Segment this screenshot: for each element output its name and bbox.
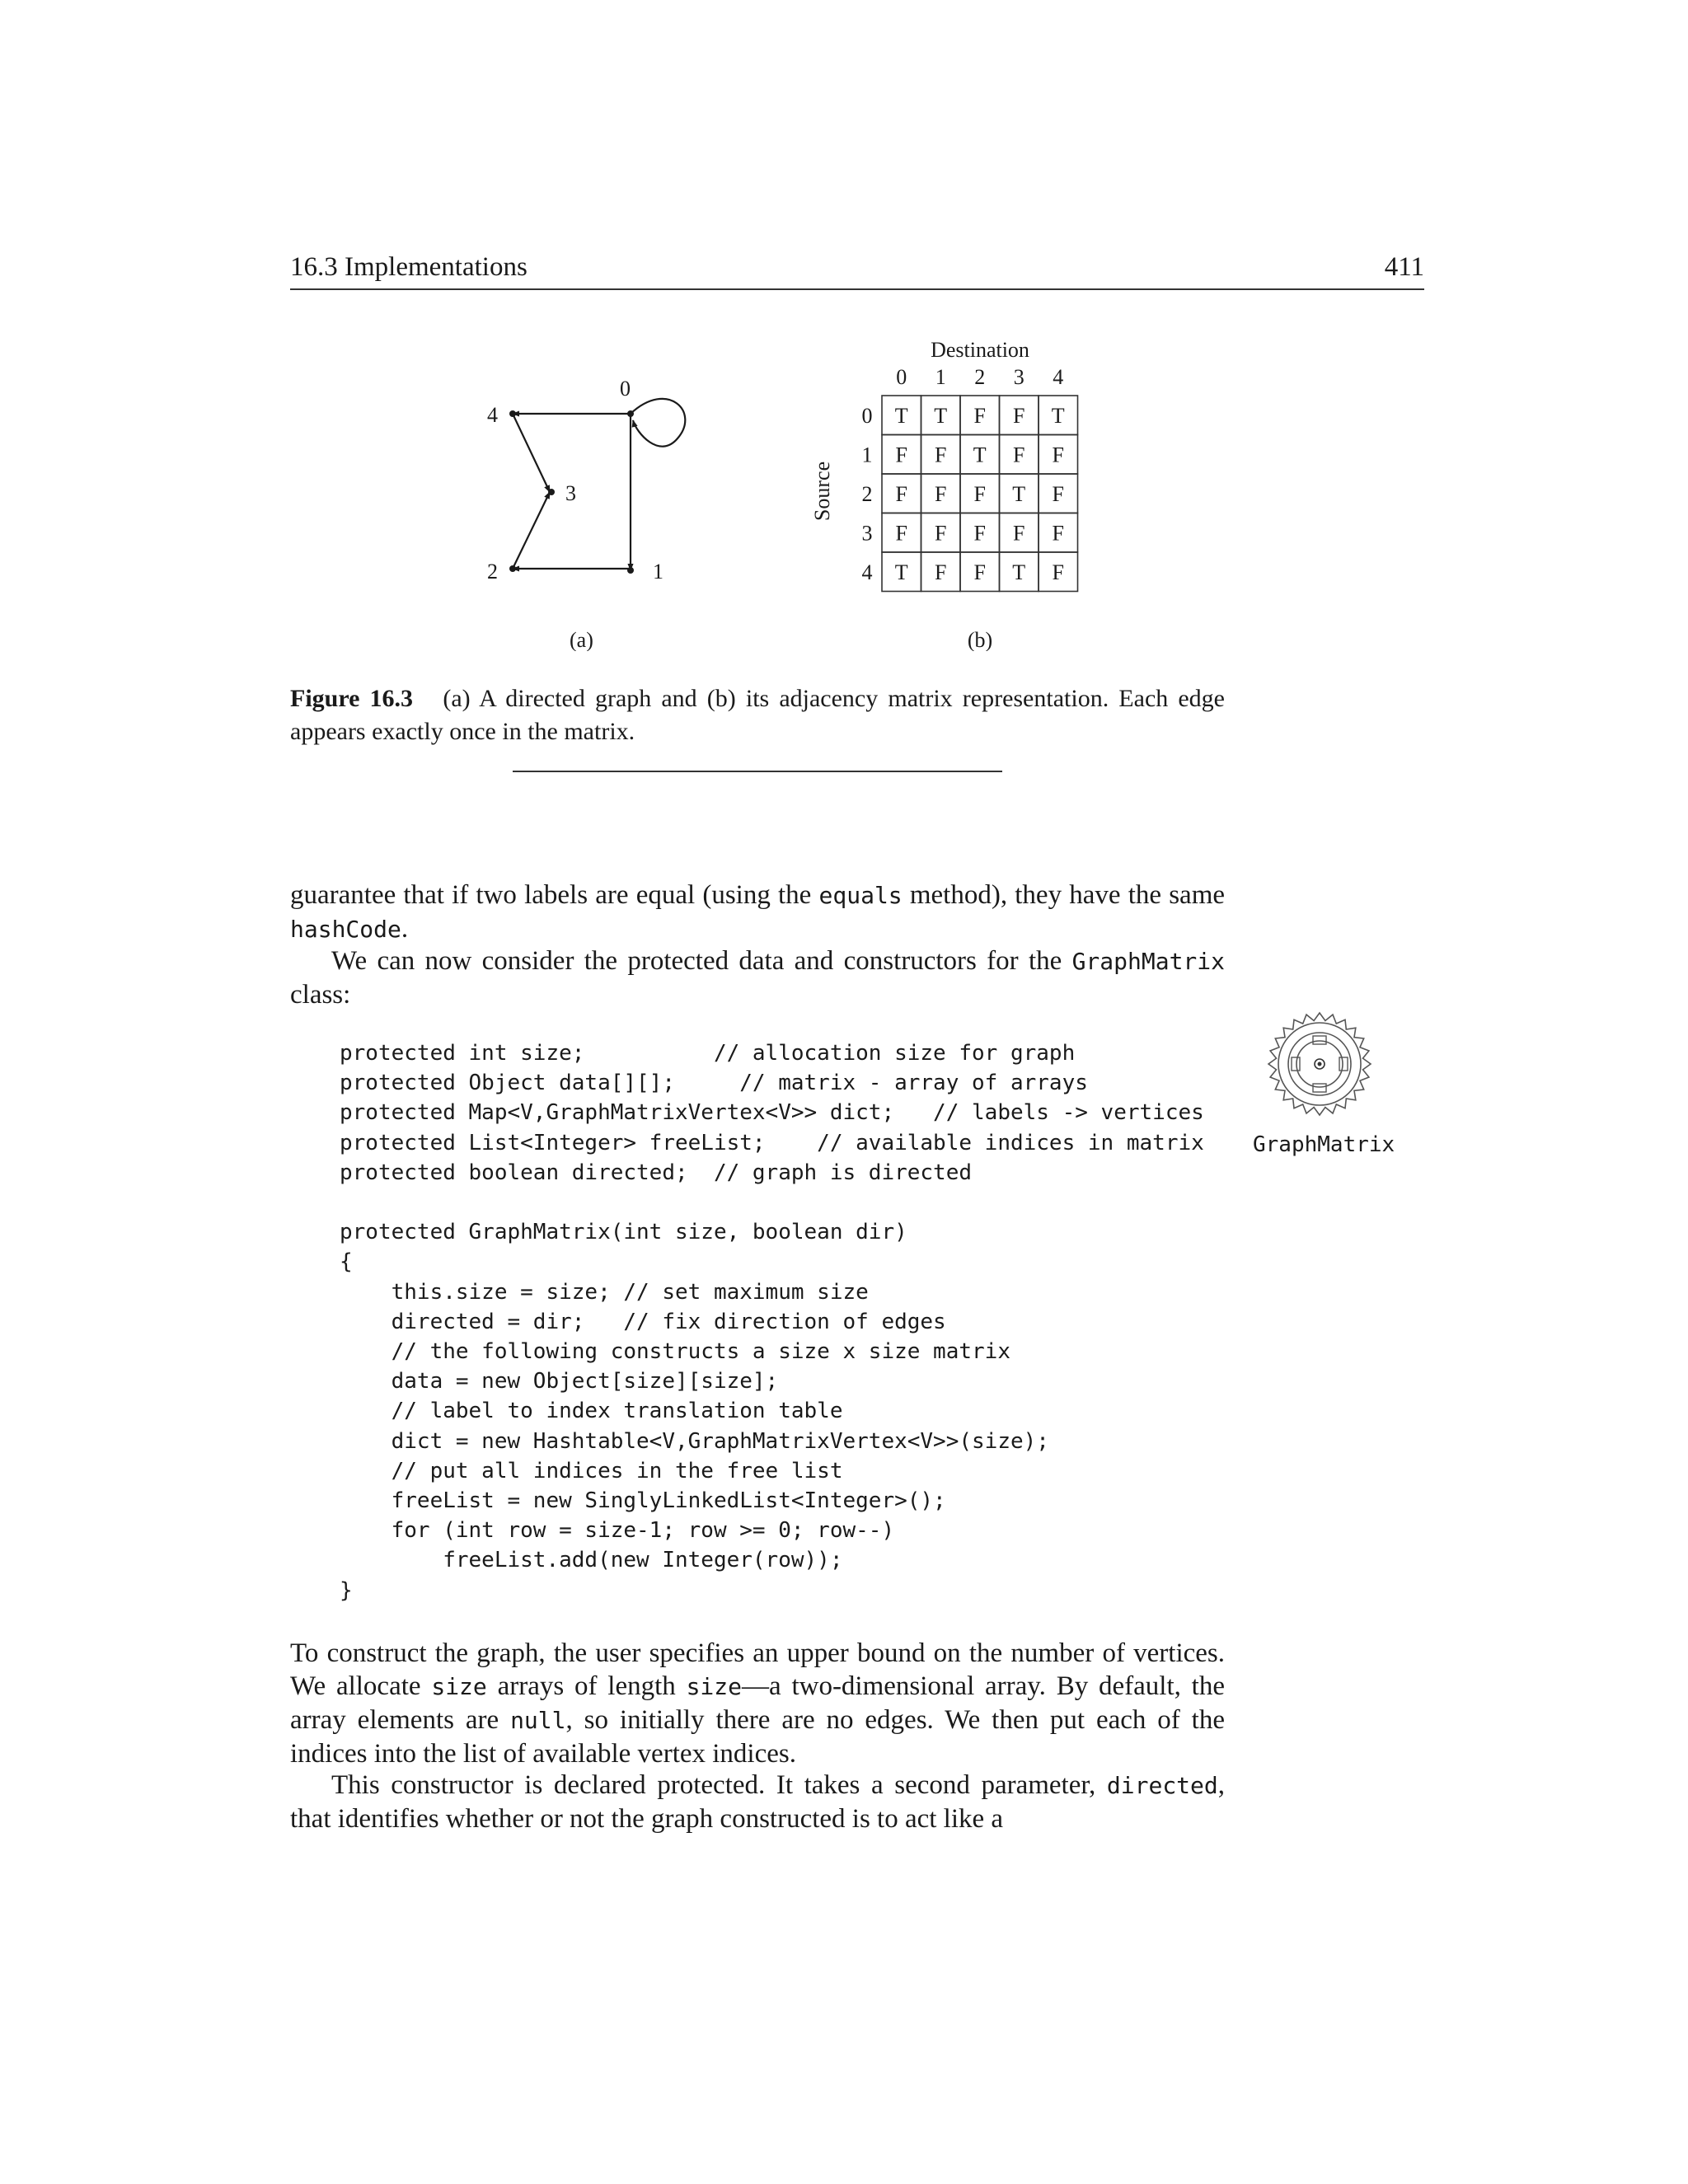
matrix-cell-1-4: F — [1052, 443, 1064, 467]
matrix-cell-2-1: F — [935, 481, 947, 506]
p4-text-1: This constructor is declared protected. It takes a second parameter, — [331, 1770, 1107, 1800]
destination-axis-label: Destination — [931, 338, 1029, 362]
row-header-0: 0 — [861, 403, 873, 428]
paragraph-2 — [290, 944, 1225, 1011]
figure-caption — [290, 682, 1225, 748]
subfigure-label-a: (a) — [570, 628, 593, 651]
source-axis-label: Source — [810, 461, 834, 522]
p2-text-1: We can now consider the protected data and constructors for the — [331, 946, 1072, 976]
code-null: null — [510, 1707, 566, 1734]
matrix-grid — [882, 396, 1078, 592]
col-header-4: 4 — [1053, 365, 1064, 389]
matrix-cell-3-3: F — [1013, 521, 1025, 546]
p3-text-4: , so initially there are no edges. We then put each of the indices into the list of available vertex indices. — [290, 1705, 1225, 1769]
running-head — [290, 252, 1424, 290]
row-header-3: 3 — [861, 521, 873, 546]
p3-text-1: To construct the graph, the user specifies an upper bound on the number of vertices. We allocate — [290, 1638, 1225, 1701]
matrix-cell-4-0: T — [894, 560, 908, 584]
p1-text-3: . — [401, 914, 409, 944]
edge-2-3 — [513, 492, 550, 569]
col-header-2: 2 — [974, 365, 986, 389]
edge-4-3 — [513, 414, 550, 492]
p2-text-2: class: — [290, 980, 351, 1010]
code-size-1: size — [431, 1673, 487, 1700]
vertex-label-1: 1 — [653, 560, 663, 583]
vertex-label-3: 3 — [565, 481, 576, 505]
matrix-cell-4-2: F — [973, 560, 986, 584]
adjacency-matrix-figure — [799, 330, 1104, 651]
p1-text-1: guarantee that if two labels are equal (using the — [290, 880, 819, 910]
gear-icon — [1266, 1010, 1373, 1118]
section-title: 16.3 Implementations — [290, 252, 528, 282]
matrix-cell-1-3: F — [1013, 443, 1025, 467]
vertex-label-4: 4 — [487, 403, 498, 427]
margin-label: GraphMatrix — [1253, 1132, 1395, 1157]
subfigure-label-b: (b) — [967, 628, 993, 651]
vertex-1 — [627, 567, 634, 574]
col-header-0: 0 — [896, 365, 907, 389]
row-header-2: 2 — [861, 481, 873, 506]
row-header-1: 1 — [861, 443, 873, 467]
matrix-cell-1-0: F — [895, 443, 907, 467]
figure-number: Figure 16.3 — [290, 685, 414, 712]
matrix-cell-3-1: F — [935, 521, 947, 546]
matrix-cell-1-2: T — [973, 443, 987, 467]
caption-text: (a) A directed graph and (b) its adjacency matrix representation. Each edge appears exactly once in the matrix. — [290, 685, 1226, 745]
paragraph-1 — [290, 879, 1225, 946]
p1-text-2: method), they have the same — [902, 880, 1226, 910]
page-number: 411 — [1384, 252, 1424, 282]
matrix-cell-4-1: F — [935, 560, 947, 584]
matrix-cell-3-4: F — [1052, 521, 1064, 546]
edge-0-0 — [631, 399, 685, 447]
vertex-0 — [627, 410, 634, 417]
matrix-cell-0-3: F — [1013, 403, 1025, 428]
code-size-2: size — [686, 1673, 742, 1700]
code-hashcode: hashCode — [290, 916, 401, 943]
p3-text-2: arrays of length — [486, 1671, 687, 1701]
row-header-4: 4 — [861, 560, 873, 584]
matrix-cell-3-0: F — [895, 521, 907, 546]
p3-text-3: —a two-dimensional array. By default, the array elements are — [290, 1671, 1225, 1735]
paragraph-3 — [290, 1637, 1225, 1770]
matrix-cell-3-2: F — [973, 521, 986, 546]
matrix-cell-2-2: F — [973, 481, 986, 506]
matrix-headers — [862, 365, 1064, 584]
p4-text-2: , that identifies whether or not the graph constructed is to act like a — [290, 1770, 1225, 1834]
matrix-cell-1-1: F — [935, 443, 947, 467]
graph-edges — [513, 399, 685, 570]
figure-rule — [513, 771, 1002, 772]
directed-graph-figure — [462, 363, 709, 651]
matrix-cell-4-4: F — [1052, 560, 1064, 584]
matrix-cell-2-4: F — [1052, 481, 1064, 506]
code-equals: equals — [818, 882, 903, 909]
vertex-4 — [509, 410, 516, 417]
vertex-2 — [509, 565, 516, 572]
col-header-1: 1 — [935, 365, 946, 389]
col-header-3: 3 — [1013, 365, 1025, 389]
matrix-cell-0-1: T — [934, 403, 948, 428]
vertex-label-0: 0 — [620, 377, 631, 401]
matrix-cell-0-0: T — [894, 403, 908, 428]
vertex-label-2: 2 — [487, 560, 498, 583]
matrix-cell-4-3: T — [1012, 560, 1026, 584]
code-directed: directed — [1106, 1772, 1218, 1799]
vertex-3 — [548, 489, 555, 495]
paragraph-4 — [290, 1769, 1225, 1835]
code-graphmatrix: GraphMatrix — [1071, 948, 1225, 975]
matrix-cell-2-3: T — [1012, 481, 1026, 506]
code-listing: protected int size; // allocation size for graph protected Object data[][]; // matrix - array of arrays protected Map<V,GraphMatrixVertex<V>> dict; // labels -> vertices protected List<Integer> freeList; // available indices in matrix protected boolean directed; // graph is directed protected GraphMatrix(int size, boolean dir) { this.size = size; // set maximum size directed = dir; // fix direction of edges // the following constructs a size x size matrix data = new Object[size][size]; // label to index translation table dict = new Hashtable<V,GraphMatrixVertex<V>>(size); // put all indices in the free list freeList = new SinglyLinkedList<Integer>(); for (int row = size-1; row >= 0; row--) freeList.add(new Integer(row)); } — [340, 1041, 1204, 1603]
matrix-cell-0-4: T — [1051, 403, 1065, 428]
matrix-cell-2-0: F — [895, 481, 907, 506]
matrix-cell-0-2: F — [973, 403, 986, 428]
